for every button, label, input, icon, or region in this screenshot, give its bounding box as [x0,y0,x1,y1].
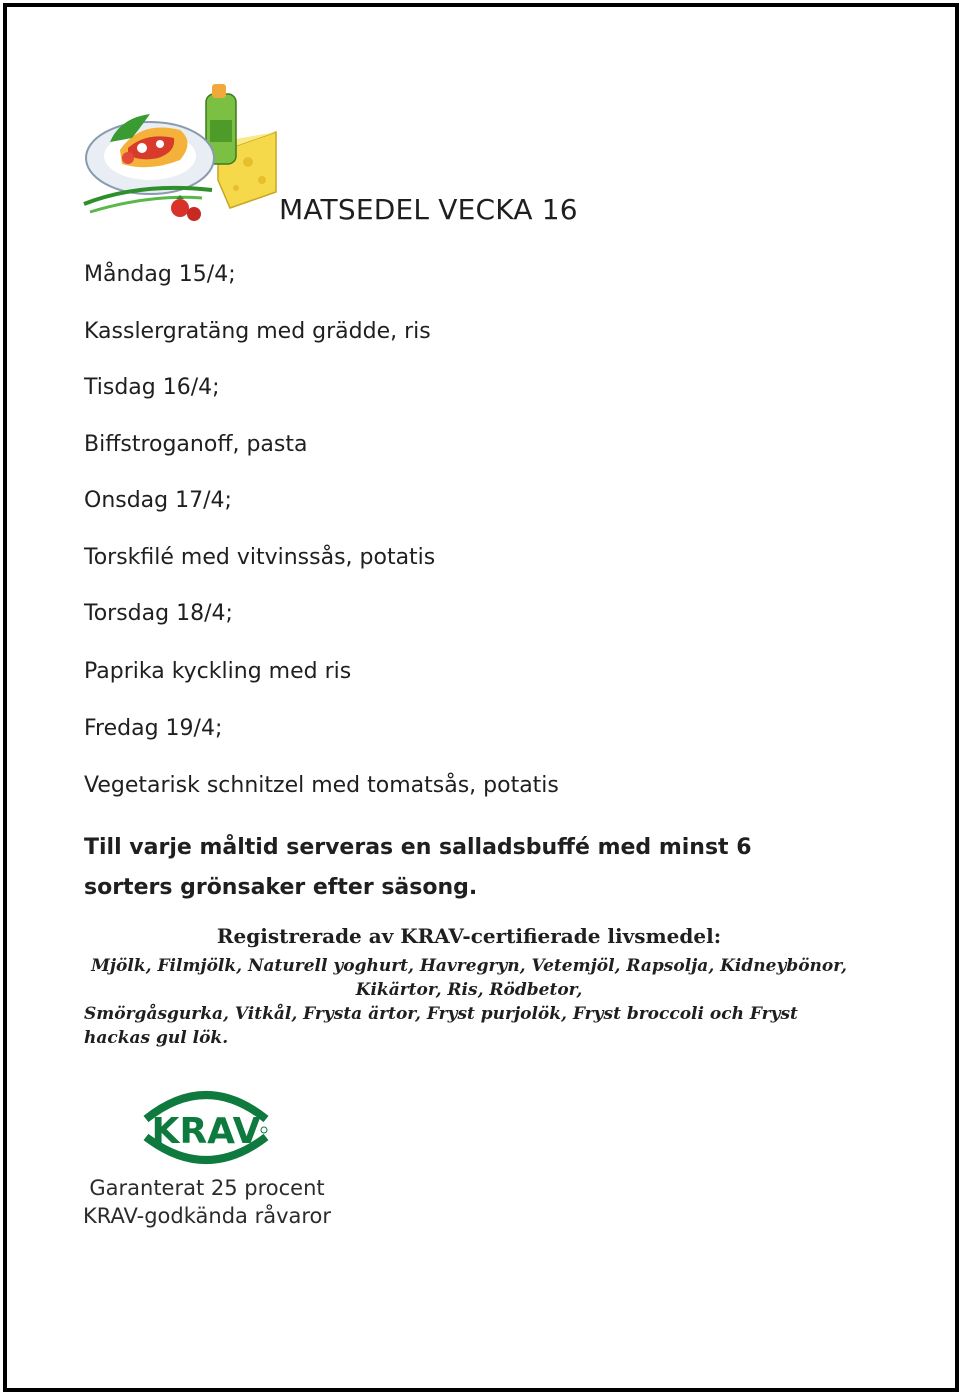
menu-dish-5: Vegetarisk schnitzel med tomatsås, potatis [84,773,559,798]
krav-product-list [84,954,854,1050]
krav-heading: Registrerade av KRAV-certifierade livsmedel: [216,924,722,948]
krav-list-line: Smörgåsgurka, Vitkål, Frysta ärtor, Fryst purjolök, Fryst broccoli och Fryst hackas gul lök. [84,1004,798,1048]
menu-day-3: Onsdag 17/4; [84,488,232,513]
menu-dish-2: Biffstroganoff, pasta [84,432,308,457]
menu-dish-1: Kasslergratäng med grädde, ris [84,319,431,344]
krav-wordmark: KRAV [151,1111,261,1152]
krav-caption-line2: KRAV-godkända råvaror [82,1204,332,1228]
menu-day-5: Fredag 19/4; [84,716,223,741]
salad-buffet-note: Till varje måltid serveras en salladsbuffé med minst 6 sorters grönsaker efter säsong. [84,835,752,900]
krav-list-line: Mjölk, Filmjölk, Naturell yoghurt, Havregryn, Vetemjöl, Rapsolja, Kidneybönor, [91,956,847,976]
food-plate-illustration [80,80,280,230]
menu-dish-3: Torskfilé med vitvinssås, potatis [84,545,436,570]
menu-day-1: Måndag 15/4; [84,262,236,287]
menu-dish-4: Paprika kyckling med ris [84,659,352,684]
menu-day-4: Torsdag 18/4; [84,601,233,626]
page-title: MATSEDEL VECKA 16 [279,193,578,226]
menu-day-2: Tisdag 16/4; [84,375,220,400]
krav-caption-line1: Garanterat 25 procent [89,1176,325,1200]
krav-list-line: Kikärtor, Ris, Rödbetor, [355,980,583,1000]
